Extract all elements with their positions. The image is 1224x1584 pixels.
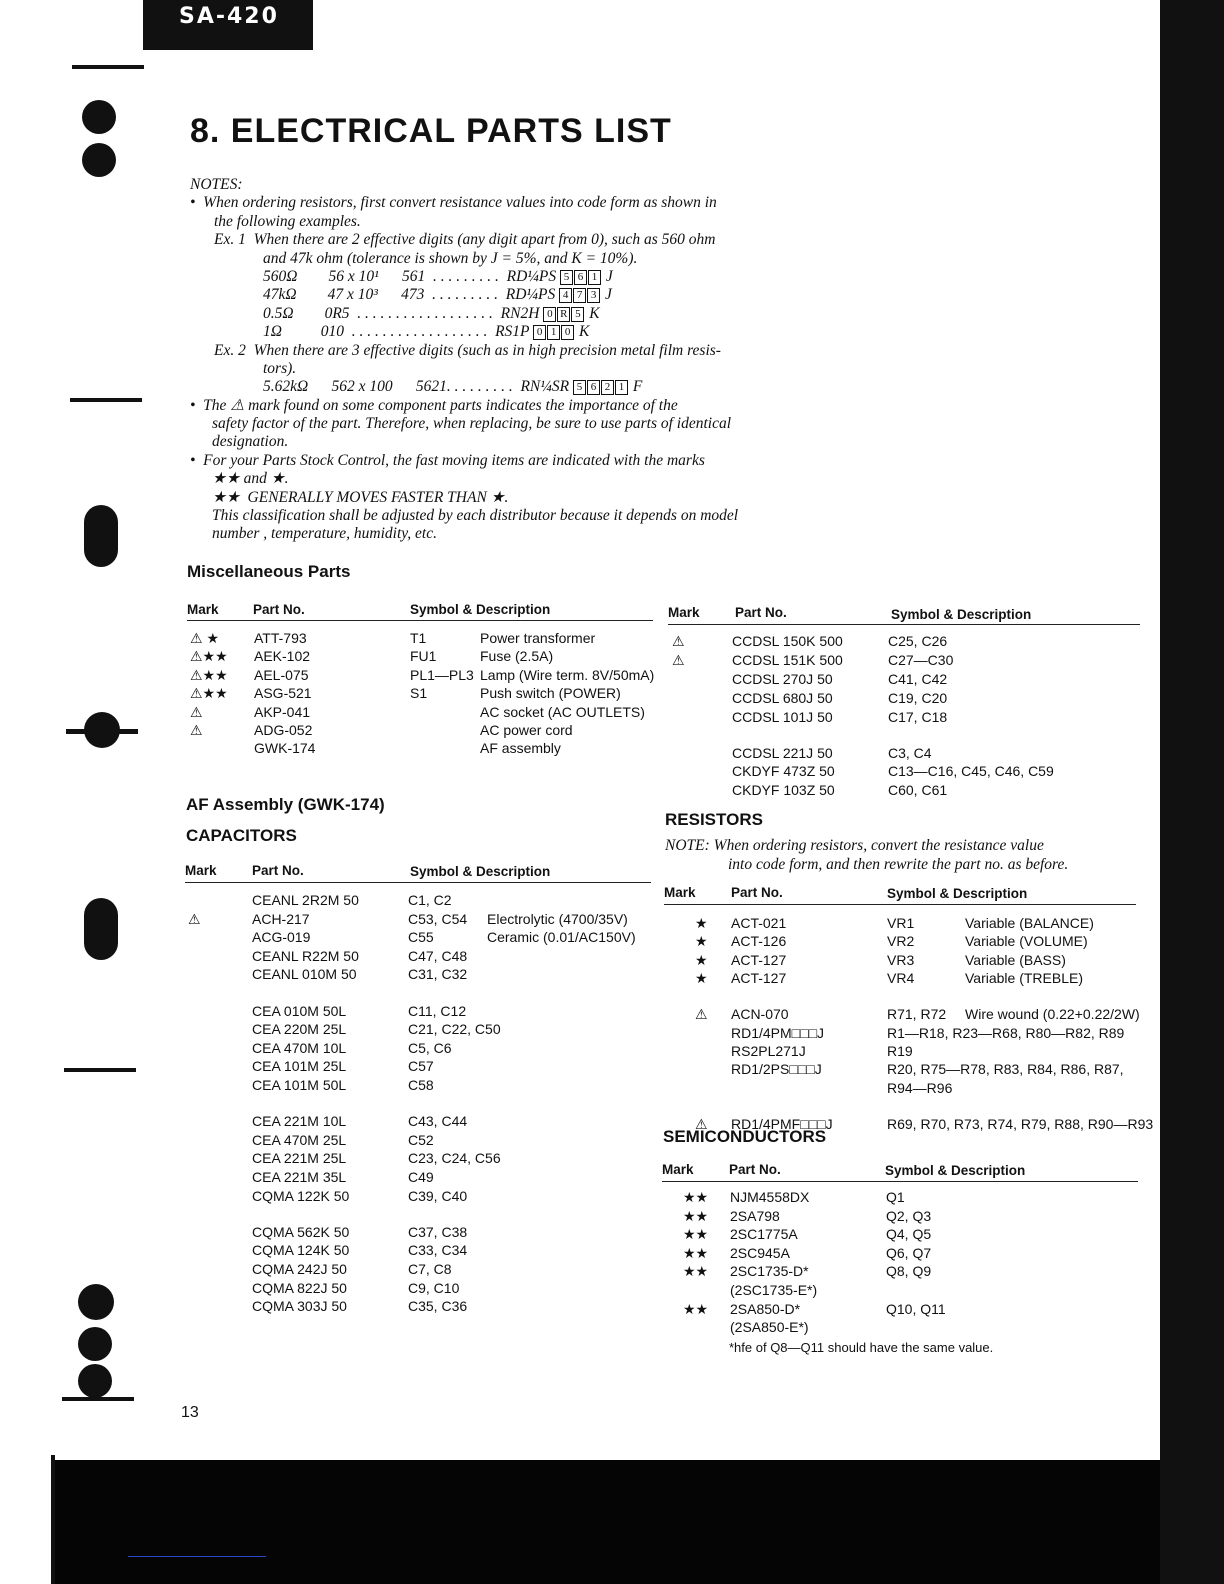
code-digit-box: 3 bbox=[587, 288, 600, 303]
symbol-cell: C17, C18 bbox=[888, 708, 948, 725]
page-title: 8. ELECTRICAL PARTS LIST bbox=[190, 112, 672, 150]
note-line: number , temperature, humidity, etc. bbox=[212, 525, 437, 543]
description-cell: Power transformer bbox=[480, 630, 596, 646]
symbol-cell: C37, C38 bbox=[408, 1223, 468, 1240]
symbol-cell: R69, R70, R73, R74, R79, R88, R90—R93 bbox=[887, 1115, 1154, 1132]
part-cell: ADG-052 bbox=[254, 722, 313, 738]
part-cell: CEA 470M 10L bbox=[252, 1039, 347, 1056]
misc-header-part: Part No. bbox=[253, 602, 305, 617]
res-header-mark: Mark bbox=[664, 885, 696, 900]
part-cell: CCDSL 680J 50 bbox=[732, 689, 833, 706]
code-digit-box: 1 bbox=[615, 380, 628, 395]
description-cell: Variable (BALANCE) bbox=[965, 915, 1094, 931]
note-line: 0.5Ω 0R5 . . . . . . . . . . . . . . . . . . RN2H 0 R 5 K bbox=[263, 304, 600, 322]
symbol-cell: T1 bbox=[410, 630, 427, 646]
binder-hole bbox=[84, 712, 120, 748]
part-cell: CKDYF 103Z 50 bbox=[732, 782, 835, 799]
af-heading: AF Assembly (GWK-174) bbox=[186, 795, 385, 814]
description-cell: Wire wound (0.22+0.22/2W) bbox=[965, 1006, 1140, 1023]
symbol-cell: C43, C44 bbox=[408, 1113, 468, 1130]
page-number: 13 bbox=[181, 1404, 199, 1421]
semis-header-part: Part No. bbox=[729, 1162, 781, 1177]
code-digit-box: 5 bbox=[571, 307, 584, 322]
res-header-desc: Symbol & Description bbox=[887, 886, 1028, 901]
scan-edge-right bbox=[1160, 0, 1224, 1584]
symbol-cell: C57 bbox=[408, 1058, 434, 1075]
description-cell: Variable (VOLUME) bbox=[965, 933, 1088, 950]
part-cell: CEANL 010M 50 bbox=[252, 966, 357, 983]
symbol-cell: C33, C34 bbox=[408, 1242, 468, 1259]
symbol-cell: S1 bbox=[410, 685, 428, 702]
part-cell: CEA 101M 50L bbox=[252, 1077, 347, 1093]
symbol-cell: C53, C54 bbox=[408, 910, 468, 927]
note-line: 47kΩ 47 x 10³ 473 . . . . . . . . . RD¼PS 4 7 3 J bbox=[263, 286, 612, 304]
res-header-part: Part No. bbox=[731, 885, 783, 900]
description-cell: Variable (BASS) bbox=[965, 951, 1066, 968]
scan-blue-line bbox=[128, 1556, 266, 1557]
mark-cell: ★★ bbox=[683, 1189, 709, 1205]
binder-bar bbox=[72, 65, 144, 69]
af-header-desc: Symbol & Description bbox=[410, 864, 551, 879]
symbol-cell: C60, C61 bbox=[888, 782, 948, 799]
mark-cell: ⚠ bbox=[672, 651, 685, 668]
symbol-cell: VR3 bbox=[887, 951, 915, 968]
part-cell: CQMA 822J 50 bbox=[252, 1279, 347, 1296]
part-cell: ACT-126 bbox=[731, 933, 787, 950]
note-line: This classification shall be adjusted by each distributor because it depends on model bbox=[212, 507, 739, 525]
description-cell: Electrolytic (4700/35V) bbox=[487, 910, 628, 927]
part-cell: CEA 010M 50L bbox=[252, 1002, 347, 1019]
note-line: tors). bbox=[263, 359, 297, 377]
mark-cell: ★★ bbox=[683, 1263, 709, 1280]
part-cell: AKP-041 bbox=[254, 703, 311, 720]
description-cell: Fuse (2.5A) bbox=[480, 648, 554, 665]
symbol-cell: C23, C24, C56 bbox=[408, 1150, 501, 1167]
code-digit-box: 0 bbox=[533, 325, 546, 340]
symbol-cell: C58 bbox=[408, 1077, 434, 1093]
symbol-cell: PL1—PL3 bbox=[410, 666, 474, 683]
part-cell: CEA 470M 25L bbox=[252, 1131, 347, 1148]
code-digit-box: 6 bbox=[587, 380, 600, 395]
mark-cell: ★ bbox=[695, 915, 708, 931]
part-cell: CQMA 303J 50 bbox=[252, 1298, 347, 1315]
mark-cell: ★ bbox=[695, 951, 708, 968]
symbol-cell: C49 bbox=[408, 1169, 434, 1185]
symbol-cell: C7, C8 bbox=[408, 1261, 452, 1277]
symbol-cell: Q2, Q3 bbox=[886, 1207, 932, 1224]
description-cell: Lamp (Wire term. 8V/50mA) bbox=[480, 666, 655, 683]
code-digit-box: 1 bbox=[588, 270, 601, 285]
part-cell: ACT-127 bbox=[731, 951, 787, 968]
symbol-cell: R1—R18, R23—R68, R80—R82, R89 bbox=[887, 1024, 1125, 1041]
mark-cell: ★ bbox=[695, 933, 708, 950]
part-cell: ACN-070 bbox=[731, 1006, 789, 1023]
part-cell: CQMA 242J 50 bbox=[252, 1261, 347, 1277]
code-digit-box: 7 bbox=[573, 288, 586, 303]
mark-cell: ⚠★★ bbox=[190, 648, 228, 665]
code-digit-box: 0 bbox=[543, 307, 556, 322]
note-line: safety factor of the part. Therefore, when replacing, be sure to use parts of identical bbox=[212, 415, 732, 433]
mark-cell: ⚠★★ bbox=[190, 666, 228, 683]
note-line: ★★ GENERALLY MOVES FASTER THAN ★. bbox=[212, 488, 509, 506]
part-cell: CQMA 562K 50 bbox=[252, 1223, 350, 1240]
mark-cell: ★★ bbox=[683, 1300, 709, 1317]
resistors-note-line1: NOTE: When ordering resistors, convert the resistance value bbox=[665, 837, 1044, 854]
binder-hole bbox=[82, 143, 116, 177]
note-line: Ex. 2 When there are 3 effective digits (such as in high precision metal film resis- bbox=[214, 341, 721, 359]
binder-bar bbox=[64, 1068, 136, 1072]
symbol-cell: C52 bbox=[408, 1131, 434, 1148]
binder-hole bbox=[78, 1364, 112, 1398]
part-cell: RD1/4PMF□□□J bbox=[731, 1115, 833, 1132]
mark-cell: ⚠ bbox=[188, 910, 201, 927]
symbol-cell: C9, C10 bbox=[408, 1279, 460, 1296]
part-cell: CEANL R22M 50 bbox=[252, 947, 359, 964]
part-cell: GWK-174 bbox=[254, 740, 316, 757]
part-cell: (2SC1735-E*) bbox=[730, 1282, 818, 1298]
mark-cell: ★★ bbox=[683, 1207, 709, 1224]
resistors-heading: RESISTORS bbox=[665, 810, 763, 829]
part-cell: CCDSL 270J 50 bbox=[732, 670, 833, 687]
note-line: the following examples. bbox=[214, 212, 361, 230]
note-line: ★★ and ★. bbox=[212, 470, 289, 488]
mark-cell: ★ bbox=[695, 970, 708, 987]
part-cell: 2SC1735-D* bbox=[730, 1263, 809, 1280]
part-cell: ACG-019 bbox=[252, 929, 311, 946]
caps-right-header-part: Part No. bbox=[735, 605, 787, 620]
description-cell: Push switch (POWER) bbox=[480, 685, 621, 702]
note-line: 5.62kΩ 562 x 100 5621. . . . . . . . . RN¼SR 5 6 2 1 F bbox=[263, 378, 643, 396]
symbol-cell: C25, C26 bbox=[888, 633, 948, 649]
symbol-cell: C31, C32 bbox=[408, 966, 468, 983]
caps-right-header-mark: Mark bbox=[668, 605, 700, 620]
symbol-cell: C41, C42 bbox=[888, 670, 948, 687]
mark-cell: ⚠ bbox=[190, 722, 203, 738]
code-digit-box: 6 bbox=[574, 270, 587, 285]
part-cell: CEA 221M 10L bbox=[252, 1113, 347, 1130]
misc-heading: Miscellaneous Parts bbox=[187, 562, 351, 581]
scan-edge-bottom bbox=[51, 1460, 1160, 1584]
mark-cell: ⚠ ★ bbox=[190, 630, 219, 646]
note-line: 1Ω 010 . . . . . . . . . . . . . . . . . . RS1P 0 1 0 K bbox=[263, 323, 590, 341]
symbol-cell: C3, C4 bbox=[888, 744, 932, 761]
mark-cell: ★★ bbox=[683, 1226, 709, 1243]
note-line: • The ⚠ mark found on some component parts indicates the importance of the bbox=[190, 396, 678, 414]
note-line: and 47k ohm (tolerance is shown by J = 5%, and K = 10%). bbox=[263, 249, 638, 267]
symbol-cell: C11, C12 bbox=[408, 1002, 467, 1019]
binder-slot bbox=[84, 505, 118, 567]
misc-header-desc: Symbol & Description bbox=[410, 602, 551, 617]
symbol-cell: C39, C40 bbox=[408, 1187, 468, 1204]
symbol-cell: C5, C6 bbox=[408, 1039, 452, 1056]
code-digit-box: 0 bbox=[561, 325, 574, 340]
symbol-cell: Q4, Q5 bbox=[886, 1226, 932, 1243]
misc-header-rule bbox=[187, 620, 653, 621]
symbol-cell: C13—C16, C45, C46, C59 bbox=[888, 763, 1054, 780]
part-cell: 2SC945A bbox=[730, 1244, 790, 1261]
part-cell: RS2PL271J bbox=[731, 1043, 806, 1059]
note-line: NOTES: bbox=[190, 176, 243, 193]
symbol-cell: FU1 bbox=[410, 648, 437, 665]
code-digit-box: 1 bbox=[547, 325, 560, 340]
scan-edge-left bbox=[51, 1455, 55, 1584]
binder-hole bbox=[78, 1327, 112, 1361]
note-line: Ex. 1 When there are 2 effective digits (any digit apart from 0), such as 560 ohm bbox=[214, 231, 716, 249]
part-cell: ACT-127 bbox=[731, 970, 787, 987]
symbol-cell: C19, C20 bbox=[888, 689, 948, 706]
symbol-cell: VR4 bbox=[887, 970, 915, 987]
part-cell: CKDYF 473Z 50 bbox=[732, 763, 835, 780]
mark-cell: ⚠ bbox=[695, 1006, 708, 1023]
part-cell: CCDSL 101J 50 bbox=[732, 708, 833, 725]
model-label: SA-420 bbox=[143, 0, 313, 50]
af-header-rule bbox=[185, 882, 651, 883]
semis-header-rule bbox=[662, 1181, 1138, 1182]
part-cell: CCDSL 150K 500 bbox=[732, 633, 843, 649]
description-cell: AC power cord bbox=[480, 722, 573, 738]
part-cell: (2SA850-E*) bbox=[730, 1319, 809, 1336]
part-cell: ASG-521 bbox=[254, 685, 312, 702]
mark-cell: ⚠ bbox=[190, 703, 203, 720]
note-line: • For your Parts Stock Control, the fast moving items are indicated with the marks bbox=[190, 451, 705, 469]
semis-header-desc: Symbol & Description bbox=[885, 1163, 1026, 1178]
af-header-mark: Mark bbox=[185, 863, 217, 878]
part-cell: NJM4558DX bbox=[730, 1189, 810, 1205]
capacitors-heading: CAPACITORS bbox=[186, 826, 297, 845]
resistors-note-line2: into code form, and then rewrite the part no. as before. bbox=[728, 856, 1069, 873]
part-cell: RD1/4PM□□□J bbox=[731, 1024, 825, 1041]
code-digit-box: R bbox=[557, 307, 570, 322]
code-digit-box: 5 bbox=[573, 380, 586, 395]
symbol-cell: R20, R75—R78, R83, R84, R86, R87, bbox=[887, 1061, 1124, 1078]
part-cell: CEANL 2R2M 50 bbox=[252, 892, 359, 908]
symbol-cell: R71, R72 bbox=[887, 1006, 947, 1023]
symbol-cell: C35, C36 bbox=[408, 1298, 468, 1315]
note-line: designation. bbox=[212, 433, 289, 451]
symbol-cell: VR2 bbox=[887, 933, 915, 950]
mark-cell: ⚠ bbox=[672, 633, 685, 649]
symbol-cell: C47, C48 bbox=[408, 947, 468, 964]
mark-cell: ⚠★★ bbox=[190, 685, 228, 702]
code-digit-box: 5 bbox=[560, 270, 573, 285]
binder-hole bbox=[78, 1284, 114, 1320]
part-cell: CQMA 122K 50 bbox=[252, 1187, 350, 1204]
mark-cell: ⚠ bbox=[695, 1115, 708, 1132]
part-cell: CEA 220M 25L bbox=[252, 1021, 347, 1038]
note-line: • When ordering resistors, first convert resistance values into code form as shown in bbox=[190, 194, 717, 212]
symbol-cell: C27—C30 bbox=[888, 651, 954, 668]
part-cell: 2SA798 bbox=[730, 1207, 780, 1224]
binder-bar bbox=[62, 1397, 134, 1401]
part-cell: 2SC1775A bbox=[730, 1226, 798, 1243]
semis-header-mark: Mark bbox=[662, 1162, 694, 1177]
symbol-cell: Q1 bbox=[886, 1189, 905, 1205]
part-cell: RD1/2PS□□□J bbox=[731, 1061, 822, 1078]
part-cell: AEL-075 bbox=[254, 666, 309, 683]
part-cell: CEA 101M 25L bbox=[252, 1058, 347, 1075]
notes-block bbox=[190, 176, 850, 544]
res-header-rule bbox=[664, 904, 1136, 905]
caps-right-header-desc: Symbol & Description bbox=[891, 607, 1032, 622]
part-cell: CCDSL 221J 50 bbox=[732, 744, 833, 761]
symbol-cell: C1, C2 bbox=[408, 892, 452, 908]
symbol-cell: C55 bbox=[408, 929, 434, 946]
misc-header-mark: Mark bbox=[187, 602, 219, 617]
symbol-cell: C21, C22, C50 bbox=[408, 1021, 501, 1038]
caps-right-header-rule bbox=[668, 624, 1140, 625]
semis-footnote: *hfe of Q8—Q11 should have the same value. bbox=[729, 1340, 994, 1355]
part-cell: ATT-793 bbox=[254, 630, 307, 646]
binder-bar bbox=[70, 398, 142, 402]
part-cell: 2SA850-D* bbox=[730, 1300, 801, 1317]
note-line: 560Ω 56 x 10¹ 561 . . . . . . . . . RD¼PS 5 6 1 J bbox=[263, 267, 613, 285]
part-cell: CCDSL 151K 500 bbox=[732, 651, 843, 668]
part-cell: CEA 221M 25L bbox=[252, 1150, 347, 1167]
symbol-cell: Q10, Q11 bbox=[886, 1300, 946, 1317]
semis-heading: SEMICONDUCTORS bbox=[663, 1127, 827, 1146]
description-cell: AC socket (AC OUTLETS) bbox=[480, 703, 645, 720]
mark-cell: ★★ bbox=[683, 1244, 709, 1261]
part-cell: AEK-102 bbox=[254, 648, 311, 665]
symbol-cell: R94—R96 bbox=[887, 1079, 953, 1096]
symbol-cell: Q6, Q7 bbox=[886, 1244, 932, 1261]
code-digit-box: 4 bbox=[559, 288, 572, 303]
part-cell: CEA 221M 35L bbox=[252, 1169, 347, 1185]
description-cell: Variable (TREBLE) bbox=[965, 970, 1084, 987]
code-digit-box: 2 bbox=[601, 380, 614, 395]
description-cell: AF assembly bbox=[480, 740, 561, 757]
symbol-cell: R19 bbox=[887, 1043, 913, 1059]
af-header-part: Part No. bbox=[252, 863, 304, 878]
binder-hole bbox=[82, 100, 116, 134]
part-cell: ACT-021 bbox=[731, 915, 787, 931]
symbol-cell: Q8, Q9 bbox=[886, 1263, 932, 1280]
part-cell: CQMA 124K 50 bbox=[252, 1242, 350, 1259]
symbol-cell: VR1 bbox=[887, 915, 915, 931]
binder-slot bbox=[84, 898, 118, 960]
description-cell: Ceramic (0.01/AC150V) bbox=[487, 929, 636, 946]
part-cell: ACH-217 bbox=[252, 910, 310, 927]
